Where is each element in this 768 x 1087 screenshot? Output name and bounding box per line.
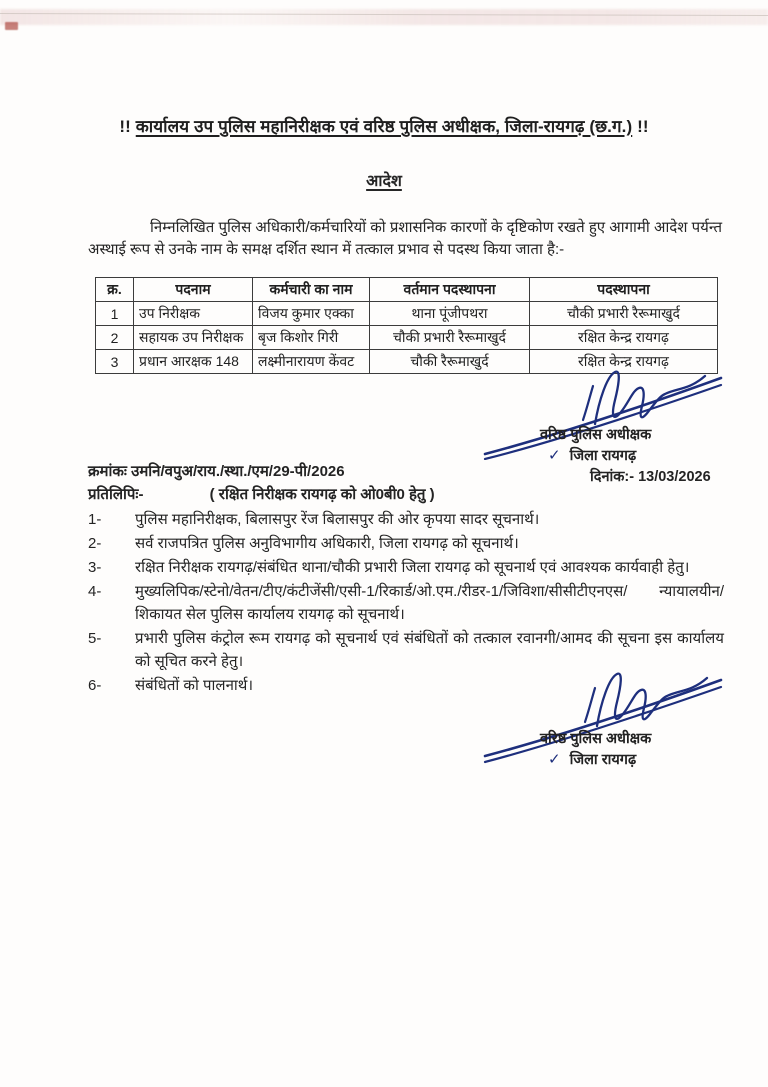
issue-date: दिनांक:- 13/03/2026 bbox=[590, 469, 711, 485]
table-cell-designation: सहायक उप निरीक्षक bbox=[134, 326, 253, 350]
table-cell-current-posting: थाना पूंजीपथरा bbox=[370, 302, 530, 326]
table-header-employee-name: कर्मचारी का नाम bbox=[253, 278, 370, 302]
table-header-current-posting: वर्तमान पदस्थापना bbox=[370, 278, 530, 302]
scan-artifact-band bbox=[0, 9, 768, 25]
copy-item-text: पुलिस महानिरीक्षक, बिलासपुर रेंज बिलासपुर की ओर कृपया सादर सूचनार्थ। bbox=[135, 511, 540, 528]
signature-block-bottom bbox=[478, 660, 728, 785]
copy-item-number: 6- bbox=[88, 677, 102, 694]
table-cell-designation: प्रधान आरक्षक 148 bbox=[134, 350, 253, 374]
order-title: आदेश bbox=[366, 173, 402, 190]
copy-item bbox=[88, 532, 724, 555]
checkmark-icon: ✓ bbox=[548, 751, 561, 768]
signatory-designation: वरिष्ठ पुलिस अधीक्षक bbox=[540, 427, 652, 443]
signatory-district: ✓ जिला रायगढ़ bbox=[548, 751, 637, 768]
copy-label: प्रतिलिपिः- bbox=[88, 486, 144, 503]
ref-number: क्रमांकः उमनि/वपुअ/राय./स्था./एम/29-पी/2026 bbox=[88, 463, 345, 480]
copy-item-number: 1- bbox=[88, 511, 102, 528]
table-cell-serial: 2 bbox=[96, 326, 134, 350]
copy-item-text: सर्व राजपत्रित पुलिस अनुविभागीय अधिकारी, जिला रायगढ़ को सूचनार्थ। bbox=[135, 535, 519, 552]
table-header-row bbox=[96, 278, 718, 302]
copy-item bbox=[88, 580, 724, 626]
copy-item-number: 3- bbox=[88, 559, 102, 576]
table-header-new-posting: पदस्थापना bbox=[530, 278, 718, 302]
checkmark-icon: ✓ bbox=[548, 447, 561, 464]
table-cell-designation: उप निरीक्षक bbox=[134, 302, 253, 326]
copy-section-header bbox=[88, 484, 722, 504]
table-cell-current-posting: चौकी रैरूमाखुर्द bbox=[370, 350, 530, 374]
copy-item-text: प्रभारी पुलिस कंट्रोल रूम रायगढ़ को सूचनार्थ एवं संबंधितों को तत्काल रवानगी/आमद की सूचना इस कार्यालय को सूचित करने हेतु। bbox=[135, 630, 724, 670]
table-row bbox=[96, 302, 718, 326]
table-cell-serial: 3 bbox=[96, 350, 134, 374]
copy-item-number: 5- bbox=[88, 630, 102, 647]
copy-item-number: 4- bbox=[88, 583, 102, 600]
copy-item-text: मुख्यलिपिक/स्टेनो/वेतन/टीए/कंटीजेंसी/एसी-1/रिकार्ड/ओ.एम./रीडर-1/जिविशा/सीसीटीएनएस/ न्यायालयीन/ शिकायत सेल पुलिस कार्यालय रायगढ़ को सूचनार्थ। bbox=[135, 583, 724, 623]
header-prefix: !! bbox=[119, 117, 131, 136]
table-header-designation: पदनाम bbox=[134, 278, 253, 302]
signatory-district: ✓ जिला रायगढ़ bbox=[548, 447, 637, 464]
header-text: कार्यालय उप पुलिस महानिरीक्षक एवं वरिष्ठ पुलिस अधीक्षक, जिला-रायगढ़ (छ.ग.) bbox=[135, 117, 633, 136]
table-header-serial: क्र. bbox=[96, 278, 134, 302]
table-cell-new-posting: रक्षित केन्द्र रायगढ़ bbox=[530, 350, 718, 374]
table-cell-employee-name: विजय कुमार एक्का bbox=[253, 302, 370, 326]
table-cell-current-posting: चौकी प्रभारी रैरूमाखुर्द bbox=[370, 326, 530, 350]
copy-item-text: संबंधितों को पालनार्थ। bbox=[135, 677, 254, 694]
signatory-designation: वरिष्ठ पुलिस अधीक्षक bbox=[540, 731, 652, 747]
office-header bbox=[0, 114, 768, 137]
postings-table bbox=[95, 277, 718, 374]
copy-item bbox=[88, 556, 724, 579]
table-cell-employee-name: लक्ष्मीनारायण केंवट bbox=[253, 350, 370, 374]
table-row bbox=[96, 326, 718, 350]
header-suffix: !! bbox=[637, 117, 649, 136]
intro-paragraph: निम्नलिखित पुलिस अधिकारी/कर्मचारियों को प्रशासनिक कारणों के दृष्टिकोण रखते हुए आगामी आदेश पर्यन्त अस्थाई रूप से उनके नाम के समक्ष दर्शित स्थान में तत्काल प्रभाव से पदस्थ किया जाता है:- bbox=[88, 219, 722, 258]
table-cell-employee-name: बृज किशोर गिरी bbox=[253, 326, 370, 350]
table-cell-serial: 1 bbox=[96, 302, 134, 326]
copy-item-number: 2- bbox=[88, 535, 102, 552]
table-cell-new-posting: चौकी प्रभारी रैरूमाखुर्द bbox=[530, 302, 718, 326]
table-cell-new-posting: रक्षित केन्द्र रायगढ़ bbox=[530, 326, 718, 350]
copy-note: ( रक्षित निरीक्षक रायगढ़ को ओ0बी0 हेतु ) bbox=[209, 486, 435, 503]
red-scan-mark bbox=[5, 22, 18, 30]
copy-item-text: रक्षित निरीक्षक रायगढ़/संबंधित थाना/चौकी प्रभारी जिला रायगढ़ को सूचनार्थ एवं आवश्यक कार्यवाही हेतु। bbox=[135, 559, 690, 576]
copy-item bbox=[88, 508, 724, 531]
